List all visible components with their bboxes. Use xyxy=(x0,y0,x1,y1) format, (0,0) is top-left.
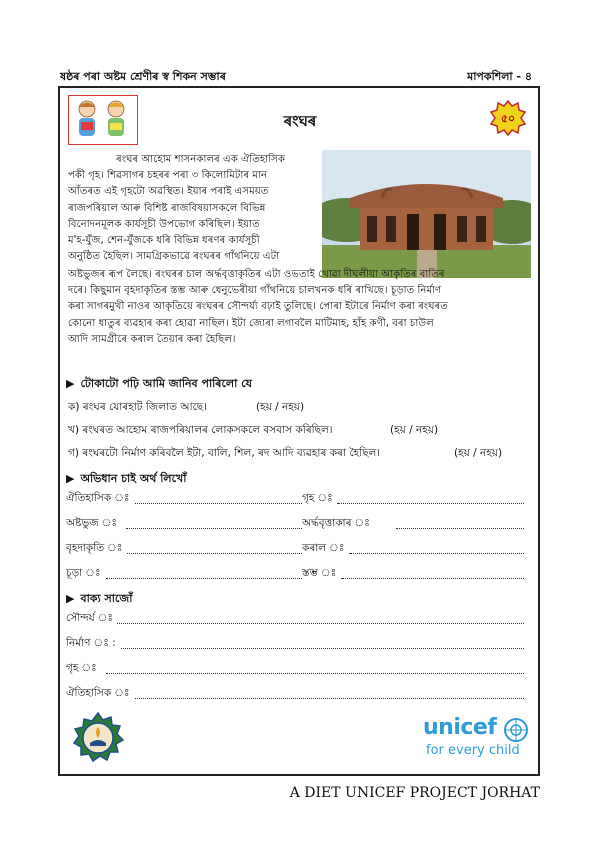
word-label: গৃহ ঃ xyxy=(302,491,337,508)
paragraph-line: দৰে। কিছুমান বৃহদাকৃতিৰ স্তম্ভ আৰু ধেনুভেৰীয়া গাঁথনিয়ে চালখনক ধৰি ৰাখিছে। চূড়াত নিৰ্মাণ xyxy=(68,285,442,297)
section-heading-text: অভিধান চাই অৰ্থ লিখোঁ xyxy=(80,472,187,485)
meaning-row xyxy=(66,491,526,507)
section-true-false-heading xyxy=(66,375,252,394)
arrow-right-icon: ▶ xyxy=(66,377,75,390)
question-item xyxy=(68,423,439,440)
rang-ghar-photo xyxy=(322,150,531,278)
answer-blank[interactable] xyxy=(128,698,524,699)
true-false-options[interactable]: (হয় / নহয়) xyxy=(390,424,439,436)
answer-blank[interactable] xyxy=(106,673,524,674)
paragraph-line: অষ্টভুজৰ ৰূপ লৈছে। ৰংঘৰৰ চাল অৰ্দ্ধবৃত্তাকৃতিৰ এটা ওভতাই থোৱা দীঘলীয়া আকৃতিৰ বাতিৰ xyxy=(68,269,445,280)
answer-blank[interactable] xyxy=(116,623,524,624)
paragraph-line: কোনো ধাতুৰ ব্যৱহাৰ কৰা হোৱা নাছিল। ইটা জোৰা লগাবলৈ মাটিমাহ, হাঁহ কণী, বৰা চাউল xyxy=(68,317,434,329)
paragraph-line: কৰা সাগৰমুখী নাওৰ আকৃতিয়ে ৰংঘৰৰ সৌন্দৰ্য্য বঢ়াই তুলিছে। পোৰা ইটাৰে নিৰ্মাণ কৰা ৰংঘৰত xyxy=(68,301,448,313)
unicef-globe-icon xyxy=(503,717,529,743)
intro-paragraph-full xyxy=(68,267,530,348)
paragraph-line: ৰাজপৰিয়াল আৰু বিশিষ্ট ৰাজবিষয়াসকলে বিভিন্ন xyxy=(68,202,266,214)
unicef-wordmark: unicef xyxy=(423,715,497,740)
word-label: চূড়া ঃ xyxy=(66,566,105,583)
meaning-row xyxy=(66,541,526,557)
true-false-options[interactable]: (হয় / নহয়) xyxy=(256,401,305,413)
sentence-row xyxy=(66,686,526,702)
arrow-right-icon: ▶ xyxy=(66,592,75,605)
word-label: সৌন্দৰ্য ঃ xyxy=(66,611,117,628)
section-dictionary-heading xyxy=(66,470,186,489)
footer-project-credit: A DIET UNICEF PROJECT JORHAT xyxy=(289,785,540,801)
sentence-row xyxy=(66,661,526,677)
diet-emblem-icon xyxy=(72,712,124,764)
word-label: ঐতিহাসিক ঃ xyxy=(66,491,134,508)
true-false-options[interactable]: (হয় / নহয়) xyxy=(454,447,503,459)
lesson-title: ৰংঘৰ xyxy=(283,112,317,130)
answer-blank[interactable] xyxy=(116,648,524,649)
paragraph-line: ৰংঘৰ আহোম শাসনকালৰ এক ঐতিহাসিক xyxy=(116,154,285,165)
answer-blank[interactable] xyxy=(396,528,524,529)
paragraph-line: আঁতৰত এই গৃহটো অৱস্থিত। ইয়াৰ পৰাই এসময়ত xyxy=(68,186,269,198)
paragraph-line: পকী গৃহ। শিৱসাগৰ চহৰৰ পৰা ৩ কিলোমিটাৰ মান xyxy=(68,170,268,182)
word-label: বৃহদাকৃতি ঃ xyxy=(66,541,127,558)
arrow-right-icon: ▶ xyxy=(66,472,75,485)
paragraph-line: ম'হ-যুঁজ, শেন-যুঁজকে ধৰি বিভিন্ন ধৰণৰ কাৰ্যসূচী xyxy=(68,235,260,247)
question-item xyxy=(68,446,503,463)
paragraph-line: অনুষ্ঠিত হৈছিল। সামগ্ৰিকভাৱে ৰংঘৰৰ গাঁথনিয়ে এটা xyxy=(68,251,280,263)
answer-blank[interactable] xyxy=(350,553,524,554)
word-label: স্তম্ভ ঃ xyxy=(302,566,340,583)
paragraph-line: বিনোদনমূলক কাৰ্যসূচী উপভোগ কৰিছিল। ইয়াত xyxy=(68,218,260,230)
header-worksheet-number: মাপকশিলা - ৪ xyxy=(467,70,532,83)
unicef-tagline: for every child xyxy=(426,743,520,758)
answer-blank[interactable] xyxy=(338,503,524,504)
question-item xyxy=(68,400,305,417)
section-sentence-heading xyxy=(66,590,132,609)
meaning-row xyxy=(66,566,526,582)
lesson-number: ৫০ xyxy=(500,112,516,125)
section-heading-text: বাক্য সাজোঁ xyxy=(80,592,133,605)
word-label: ঐতিহাসিক ঃ xyxy=(66,686,134,703)
sentence-row xyxy=(66,611,526,627)
word-label: অৰ্দ্ধবৃত্তাকাৰ ঃ xyxy=(302,516,374,533)
paragraph-line: আদি সামগ্ৰীৰে কৰাল তৈয়াৰ কৰা হৈছিল। xyxy=(68,333,236,345)
question-text: খ) ৰংঘৰত আহোম ৰাজপৰিয়ালৰ লোকসকলে বসবাস কৰিছিল। xyxy=(68,424,333,436)
word-label: অষ্টভুজ ঃ xyxy=(66,516,121,533)
section-heading-text: টোকাটো পঢ়ি আমি জানিব পাৰিলো যে xyxy=(80,377,252,390)
word-label: কৰাল ঃ xyxy=(302,541,348,558)
word-label: নিৰ্মাণ ঃ : xyxy=(66,636,120,653)
question-text: গ) ৰংঘৰটো নিৰ্মাণ কৰিবলৈ ইটা, বালি, শিল, ৰদ আদি ব্যৱহাৰ কৰা হৈছিল। xyxy=(68,447,381,459)
intro-paragraph-wrapped xyxy=(68,152,320,265)
word-label: গৃহ ঃ xyxy=(66,661,101,678)
header-series-title: ষষ্ঠৰ পৰা অষ্টম শ্ৰেণীৰ স্ব শিকন সম্ভাৰ xyxy=(60,70,226,83)
answer-blank[interactable] xyxy=(342,578,524,579)
meaning-row xyxy=(66,516,526,532)
sentence-row xyxy=(66,636,526,652)
question-text: ক) ৰংঘৰ যোৰহাট জিলাত আছে। xyxy=(68,401,207,413)
